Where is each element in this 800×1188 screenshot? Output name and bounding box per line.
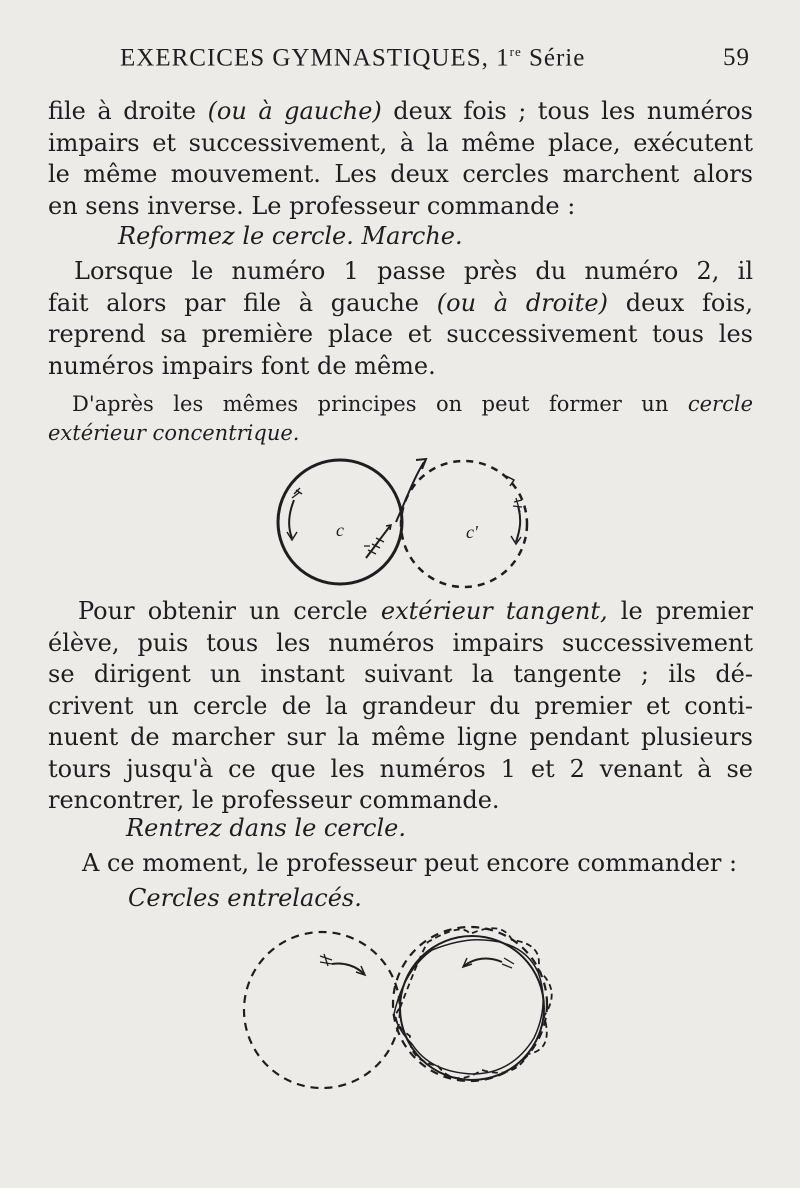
text-line: nuent de marcher sur la même ligne pendant plusieurs: [48, 723, 753, 751]
text-line: tours jusqu'à ce que les numéros 1 et 2 venant à se: [48, 754, 753, 783]
text-line: élève, puis tous les numéros impairs successivement: [48, 628, 753, 657]
text-line: crivent un cercle de la grandeur du premier et conti-: [48, 691, 753, 720]
label-c: c: [336, 520, 344, 540]
text-line: numéros impairs font de même.: [48, 351, 436, 380]
paragraph-2: [48, 256, 753, 382]
text-line: en sens inverse. Le professeur commande :: [48, 191, 576, 220]
paragraph-5: [48, 848, 753, 880]
text-line: file à droite (ou à gauche) deux fois ; tous les numéros: [48, 97, 754, 125]
figure-tangent-circles: [258, 450, 558, 595]
text-line: Lorsque le numéro 1 passe près du numéro 2, il: [74, 257, 753, 285]
header-title: EXERCICES GYMNASTIQUES, 1re Série: [120, 44, 586, 72]
paragraph-3: [48, 390, 753, 448]
left-arrow-icon: [289, 500, 294, 538]
text-line: le même mouvement. Les deux cercles marchent alors: [48, 160, 753, 188]
label-c-prime: c': [466, 522, 478, 542]
text-line: impairs et successivement, à la même place, exécutent: [48, 128, 753, 157]
solid-circle-right: [400, 936, 544, 1080]
text-line: fait alors par file à gauche (ou à droite) deux fois,: [48, 288, 753, 317]
dashed-circle: [401, 461, 527, 587]
command-cercles-entrelaces: Cercles entrelacés.: [128, 884, 362, 912]
feather-arrow-icon: [366, 526, 390, 558]
text-line: extérieur concentrique.: [48, 421, 300, 445]
paragraph-1: [48, 96, 753, 222]
text-line: A ce moment, le professeur peut encore commander :: [82, 849, 738, 877]
figure-interlaced-circles: [232, 920, 572, 1090]
text-line: D'après les mêmes principes on peut former un cercle: [72, 392, 753, 416]
running-header: [120, 44, 750, 78]
text-line: Pour obtenir un cercle extérieur tangent, le premier: [78, 597, 753, 625]
command-reformez: Reformez le cercle. Marche.: [118, 222, 463, 250]
text-line: rencontrer, le professeur commande.: [48, 786, 500, 814]
text-line: reprend sa première place et successivement tous les: [48, 320, 753, 348]
dashed-circle-left: [244, 932, 400, 1088]
text-line: se dirigent un instant suivant la tangente ; ils dé-: [48, 660, 753, 688]
paragraph-4: [48, 596, 753, 817]
page-number: 59: [723, 44, 750, 71]
command-rentrez: Rentrez dans le cercle.: [126, 814, 406, 842]
tangent-arrow-path: [396, 462, 424, 522]
